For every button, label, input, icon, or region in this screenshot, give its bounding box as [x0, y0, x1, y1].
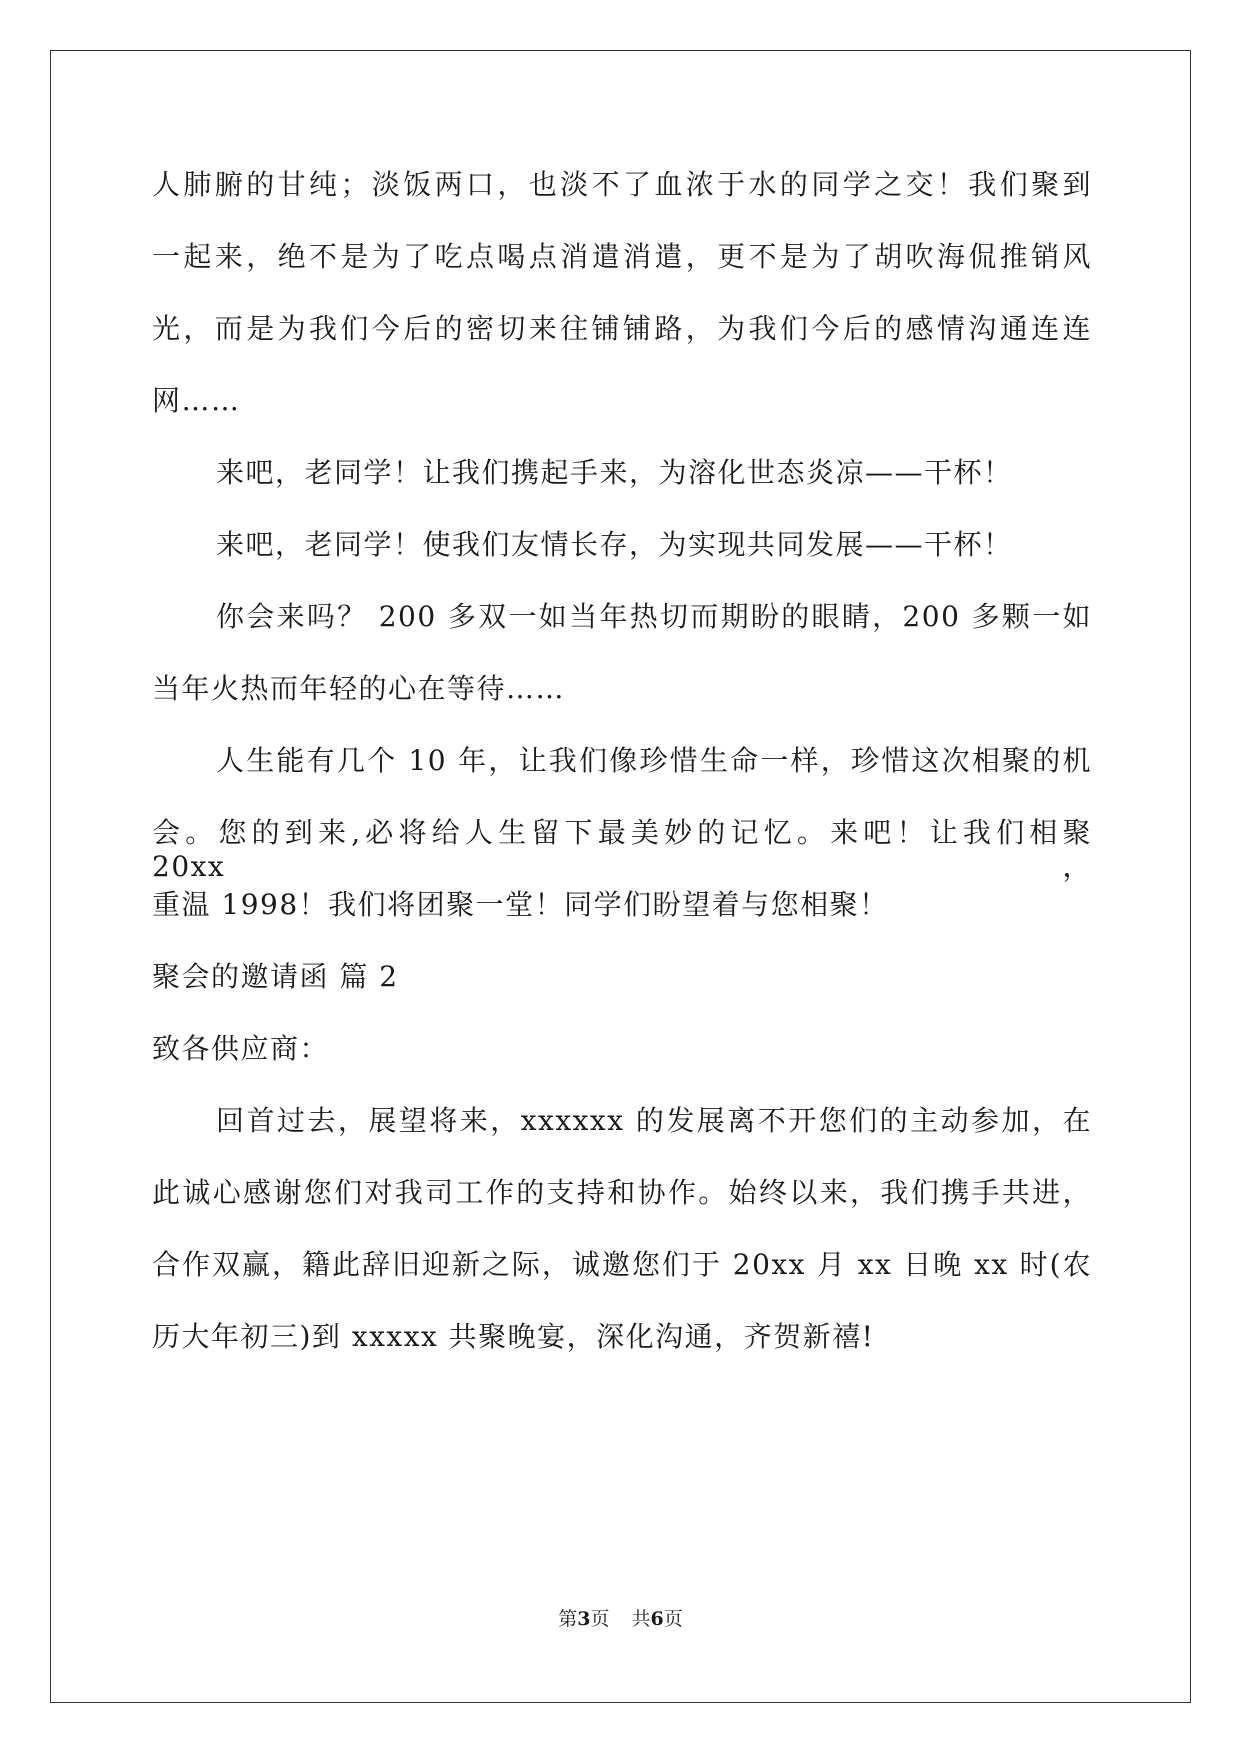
- current-page-number: 3: [577, 1608, 591, 1630]
- text-line: 合作双赢，籍此辞旧迎新之际，诚邀您们于 20xx 月 xx 日晚 xx 时(农: [152, 1248, 1092, 1281]
- text-line: 此诚心感谢您们对我司工作的支持和协作。始终以来，我们携手共进，: [152, 1176, 1092, 1209]
- text-line: 网……: [152, 384, 241, 417]
- footer-prefix: 第: [558, 1608, 578, 1630]
- footer-total-suffix: 页: [663, 1608, 683, 1630]
- paragraph-line: 来吧，老同学！让我们携起手来，为溶化世态炎凉——干杯！: [216, 456, 1013, 489]
- section-heading: 聚会的邀请函 篇 2: [152, 960, 399, 993]
- text-line: 重温 1998！我们将团聚一堂！同学们盼望着与您相聚！: [152, 888, 889, 921]
- paragraph-line: 回首过去，展望将来，xxxxxx 的发展离不开您们的主动参加，在: [216, 1104, 1092, 1137]
- text-line: 一起来，绝不是为了吃点喝点消遣消遣，更不是为了胡吹海侃推销风: [152, 240, 1092, 273]
- text-line: 历大年初三)到 xxxxx 共聚晚宴，深化沟通，齐贺新禧!: [152, 1320, 875, 1353]
- text-line: 当年火热而年轻的心在等待……: [152, 672, 566, 705]
- footer-page-suffix: 页: [590, 1608, 610, 1630]
- total-page-number: 6: [650, 1608, 664, 1630]
- text-line: 会。您的到来,必将给人生留下最美妙的记忆。来吧！让我们相聚 20xx，: [152, 816, 1092, 883]
- page-footer: [0, 1607, 1241, 1631]
- salutation: 致各供应商：: [152, 1032, 330, 1065]
- footer-total-prefix: 共: [631, 1608, 651, 1630]
- paragraph-line: 来吧，老同学！使我们友情长存，为实现共同发展——干杯！: [216, 528, 1013, 561]
- paragraph-line: 你会来吗？ 200 多双一如当年热切而期盼的眼睛，200 多颗一如: [216, 600, 1092, 633]
- paragraph-line: 人生能有几个 10 年，让我们像珍惜生命一样，珍惜这次相聚的机: [216, 744, 1092, 777]
- text-line: 人肺腑的甘纯；淡饭两口，也淡不了血浓于水的同学之交！我们聚到: [152, 168, 1092, 201]
- text-line: 光，而是为我们今后的密切来往铺铺路，为我们今后的感情沟通连连: [152, 312, 1092, 345]
